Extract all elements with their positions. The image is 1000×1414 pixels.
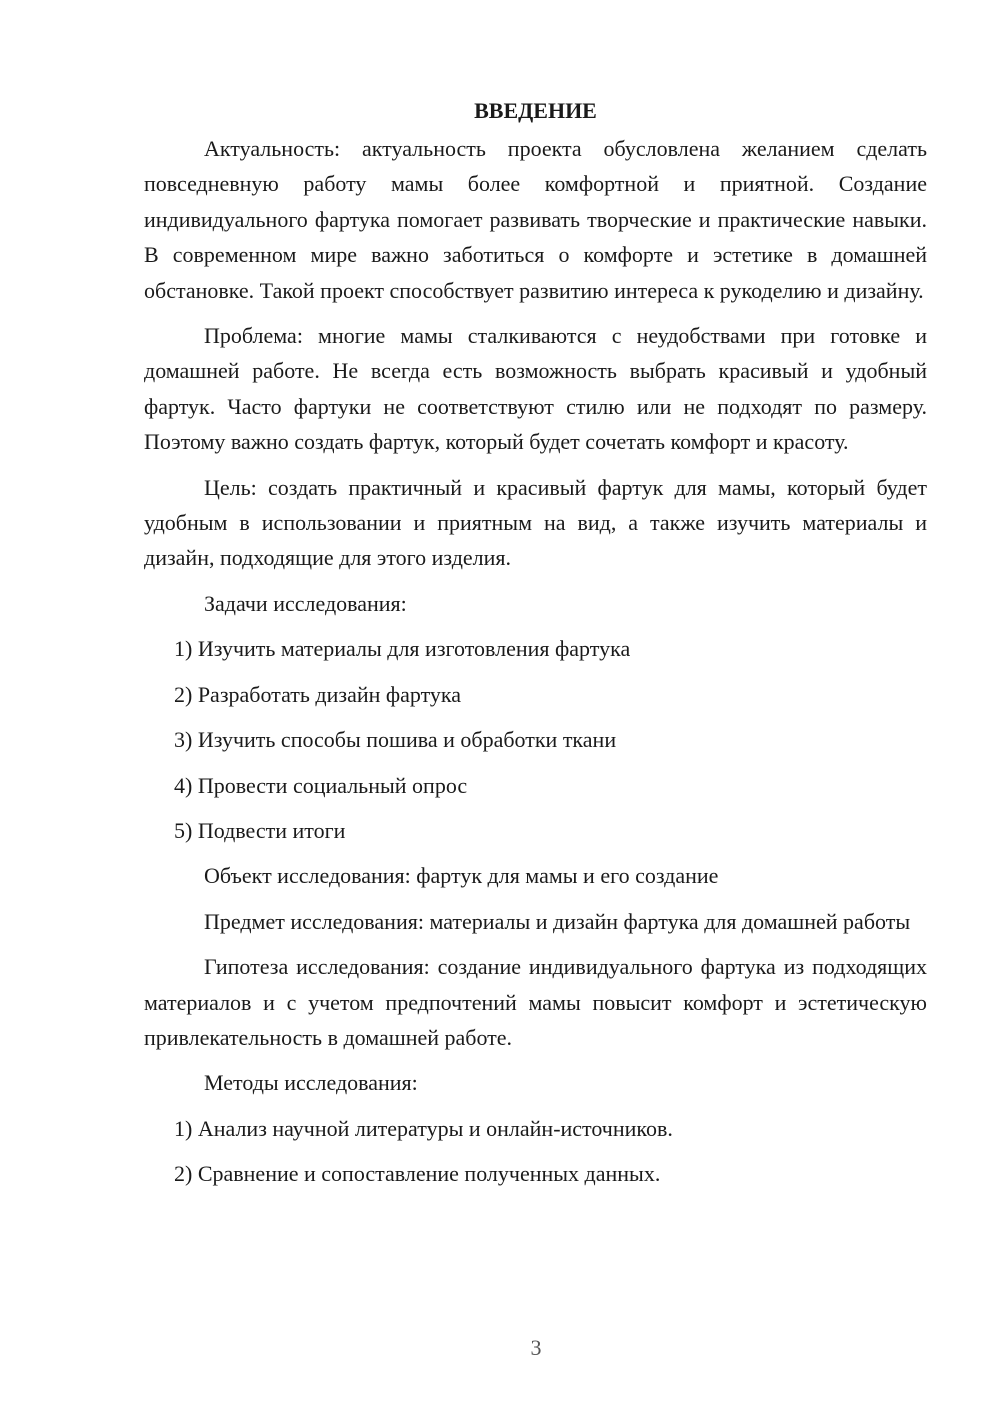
page-number: 3 [530,1335,542,1360]
list-item: 1) Анализ научной литературы и онлайн-источников. [174,1115,673,1141]
paragraph-object: Объект исследования: фартук для мамы и его создание [204,863,719,889]
methods-heading: Методы исследования: [204,1070,418,1096]
list-item: 2) Сравнение и сопоставление полученных данных. [174,1161,661,1187]
methods-list [144,1111,927,1192]
list-item: 4) Провести социальный опрос [174,772,468,798]
list-item: 1) Изучить материалы для изготовления фартука [174,636,631,662]
tasks-list [144,631,927,848]
paragraph-problem: Проблема: многие мамы сталкиваются с неудобствами при готовке и домашней работе. Не всегда есть возможность выбрать красивый и удобный фартук. Часто фартуки не соответствуют стилю или не подходят по размеру. Поэтому важно создать фартук, который будет сочетать комфорт и красоту. [144,323,927,455]
page-title: ВВЕДЕНИЕ [474,98,597,123]
paragraph-goal: Цель: создать практичный и красивый фартук для мамы, который будет удобным в использовании и приятным на вид, а также изучить материалы и дизайн, подходящие для этого изделия. [144,474,927,571]
list-item: 2) Разработать дизайн фартука [174,681,462,707]
list-item: 3) Изучить способы пошива и обработки ткани [174,727,617,753]
list-item: 5) Подвести итоги [174,817,346,843]
paragraph-subject: Предмет исследования: материалы и дизайн фартука для домашней работы [204,908,911,934]
tasks-heading: Задачи исследования: [204,590,407,616]
paragraph-relevance: Актуальность: актуальность проекта обусловлена желанием сделать повседневную работу мамы более комфортной и приятной. Создание индивидуального фартука помогает развивать творческие и практические навыки. В современном мире важно заботиться о комфорте и эстетике в домашней обстановке. Такой проект способствует развитию интереса к рукоделию и дизайну. [144,136,927,303]
page-content [144,93,927,1202]
paragraph-hypothesis: Гипотеза исследования: создание индивидуального фартука из подходящих материалов и с учетом предпочтений мамы повысит комфорт и эстетическую привлекательность в домашней работе. [144,954,927,1050]
